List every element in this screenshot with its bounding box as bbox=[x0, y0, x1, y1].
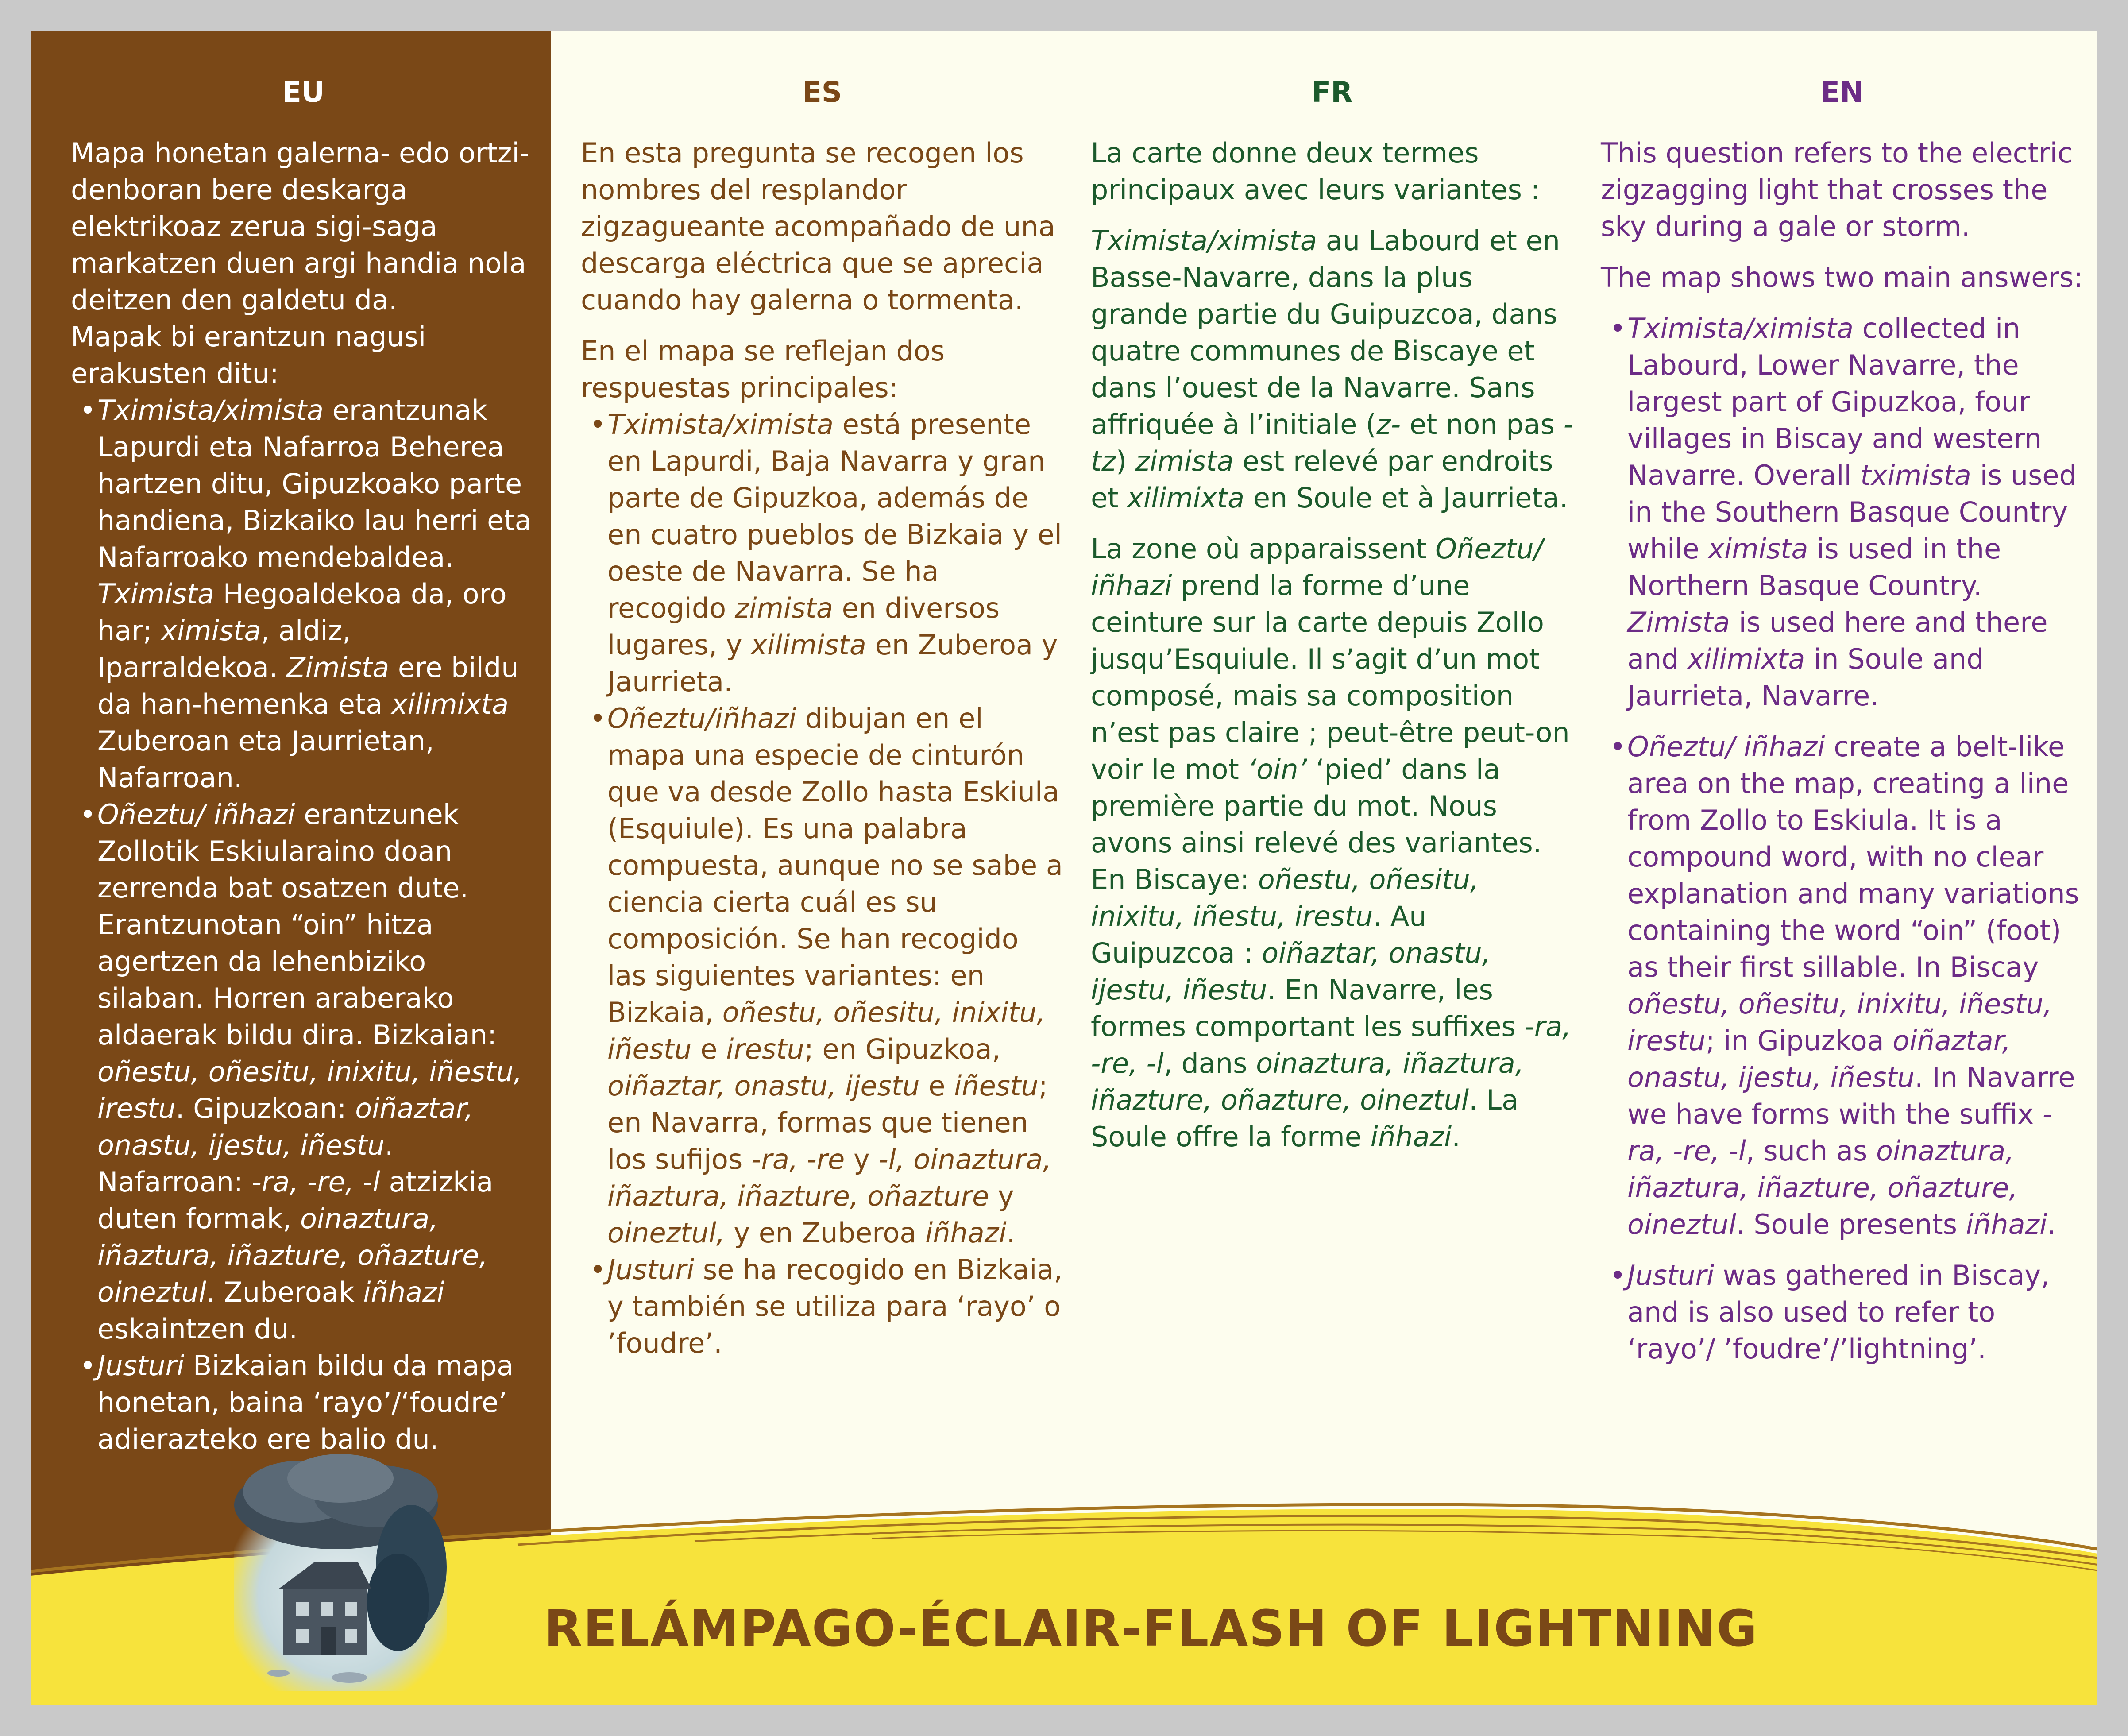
content-panel bbox=[31, 31, 2097, 1705]
en-bullet-tximista: • Tximista/ximista collected in Labourd, Lower Navarre, the largest part of Gipuzkoa, four villages in Biscay and western Navarre. Overall tximista is used in the Southern Basque Country while ximista is used in the Northern Basque Country. Zimista is used here and there and xilimixta in Soule and Jaurrieta, Navarre. bbox=[1601, 310, 2083, 714]
eu-paragraph-2: Mapak bi erantzun nagusi erakusten ditu: bbox=[71, 321, 426, 390]
eu-bullet-tximista: • Tximista/ximista erantzunak Lapurdi eta Nafarroa Beherea hartzen ditu, Gipuzkoako parte handiena, Bizkaiko lau herri eta Nafarroako mendebaldea. Tximista Hegoaldekoa da, oro har; ximista, aldiz, Iparraldekoa. Zimista ere bildu da han-hemenka eta xilimixta Zuberoan eta Jaurrietan, Nafarroan. bbox=[71, 392, 536, 796]
fr-paragraph-3: La zone où apparaissent Oñeztu/ iñhazi prend la forme d’une ceinture sur la carte depuis Zollo jusqu’Esquiule. Il s’agit d’un mot composé, mais sa composition n’est pas claire ; peut-être peut-on voir le mot ‘oin’ ‘pied’ dans la première partie du mot. Nous avons ainsi relevé des variantes. En Biscaye: oñestu, oñesitu, inixitu, iñestu, irestu. Au Guipuzcoa : oiñaztar, onastu, ijestu, iñestu. En Navarre, les formes comportant les suffixes -ra, -re, -l, dans oinaztura, iñaztura, iñazture, oñazture, oineztul. La Soule offre la forme iñhazi. bbox=[1091, 533, 1571, 1153]
es-paragraph-2: En el mapa se reflejan dos respuestas principales: bbox=[581, 335, 945, 404]
heading-en: EN bbox=[1820, 76, 1864, 109]
eu-paragraph-1: Mapa honetan galerna- edo ortzi-denboran bere deskarga elektrikoaz zerua sigi-saga markatzen duen argi handia nola deitzen den galdetu da. bbox=[71, 137, 530, 316]
footer-title: RELÁMPAGO-ÉCLAIR-FLASH OF LIGHTNING bbox=[544, 1600, 1758, 1658]
es-bullet-oneztu: • Oñeztu/iñhazi dibujan en el mapa una especie de cinturón que va desde Zollo hasta Eskiula (Esquiule). Es una palabra compuesta, aunque no se sabe a ciencia cierta cuál es su composición. Se han recogido las siguientes variantes: en Bizkaia, oñestu, oñesitu, inixitu, iñestu e irestu; en Gipuzkoa, oiñaztar, onastu, ijestu e iñestu; en Navarra, formas que tienen los sufijos -ra, -re y -l, oinaztura, iñaztura, iñazture, oñazture y oineztul, y en Zuberoa iñhazi. bbox=[581, 700, 1063, 1251]
eu-bullet-justuri: • Justuri Bizkaian bildu da mapa honetan, baina ‘rayo’/‘foudre’ adierazteko ere balio du. bbox=[71, 1347, 536, 1458]
en-bullet-oneztu: • Oñeztu/ iñhazi create a belt-like area on the map, creating a line from Zollo to Eskiula. It is a compound word, with no clear explanation and many variations containing the word “oin” (foot) as their first sillable. In Biscay oñestu, oñesitu, inixitu, iñestu, irestu; in Gipuzkoa oiñaztar, onastu, ijestu, iñestu. In Navarre we have forms with the suffix -ra, -re, -l, such as oinaztura, iñaztura, iñazture, oñazture, oineztul. Soule presents iñhazi. bbox=[1601, 728, 2083, 1243]
body-fr bbox=[1091, 135, 1573, 1169]
en-bullet-list bbox=[1601, 310, 2083, 1367]
fr-paragraph-2: Tximista/ximista au Labourd et en Basse-Navarre, dans la plus grande partie du Guipuzcoa, dans quatre communes de Biscaye et dans l’ouest de la Navarre. Sans affriquée à l’initiale (z- et non pas -tz) zimista est relevé par endroits et xilimixta en Soule et à Jaurrieta. bbox=[1091, 224, 1574, 514]
eu-bullet-list bbox=[71, 392, 536, 1458]
es-bullet-tximista: • Tximista/ximista está presente en Lapurdi, Baja Navarra y gran parte de Gipuzkoa, además de en cuatro pueblos de Bizkaia y el oeste de Navarra. Se ha recogido zimista en diversos lugares, y xilimista en Zuberoa y Jaurrieta. bbox=[581, 406, 1063, 700]
heading-es: ES bbox=[802, 76, 842, 109]
es-paragraph-1: En esta pregunta se recogen los nombres del resplandor zigzagueante acompañado de una descarga eléctrica que se aprecia cuando hay galerna o tormenta. bbox=[581, 137, 1055, 316]
body-en bbox=[1601, 135, 2083, 1367]
fr-paragraph-1: La carte donne deux termes principaux avec leurs variantes : bbox=[1091, 137, 1540, 206]
column-eu bbox=[71, 31, 536, 1527]
eu-bullet-oneztu: • Oñeztu/ iñhazi erantzunek Zollotik Eskiularaino doan zerrenda bat osatzen dute. Erantzunotan “oin” hitza agertzen da lehenbiziko silaban. Horren araberako aldaerak bildu dira. Bizkaian: oñestu, oñesitu, inixitu, iñestu, irestu. Gipuzkoan: oiñaztar, onastu, ijestu, iñestu. Nafarroan: -ra, -re, -l atzizkia duten formak, oinaztura, iñaztura, iñazture, oñazture, oineztul. Zuberoak iñhazi eskaintzen du. bbox=[71, 796, 536, 1347]
heading-fr: FR bbox=[1311, 76, 1353, 109]
column-es bbox=[581, 31, 1063, 1527]
body-es bbox=[581, 135, 1063, 1361]
en-paragraph-2: The map shows two main answers: bbox=[1601, 261, 2083, 294]
heading-eu: EU bbox=[282, 76, 324, 109]
en-bullet-justuri: • Justuri was gathered in Biscay, and is also used to refer to ‘rayo’/ ’foudre’/’lightning’. bbox=[1601, 1257, 2083, 1367]
body-eu bbox=[71, 135, 536, 1458]
column-fr bbox=[1091, 31, 1573, 1527]
es-bullet-justuri: • Justuri se ha recogido en Bizkaia, y también se utiliza para ‘rayo’ o ’foudre’. bbox=[581, 1251, 1063, 1361]
en-paragraph-1: This question refers to the electric zigzagging light that crosses the sky during a gale or storm. bbox=[1601, 137, 2073, 243]
column-en bbox=[1601, 31, 2083, 1527]
es-bullet-list bbox=[581, 406, 1063, 1361]
